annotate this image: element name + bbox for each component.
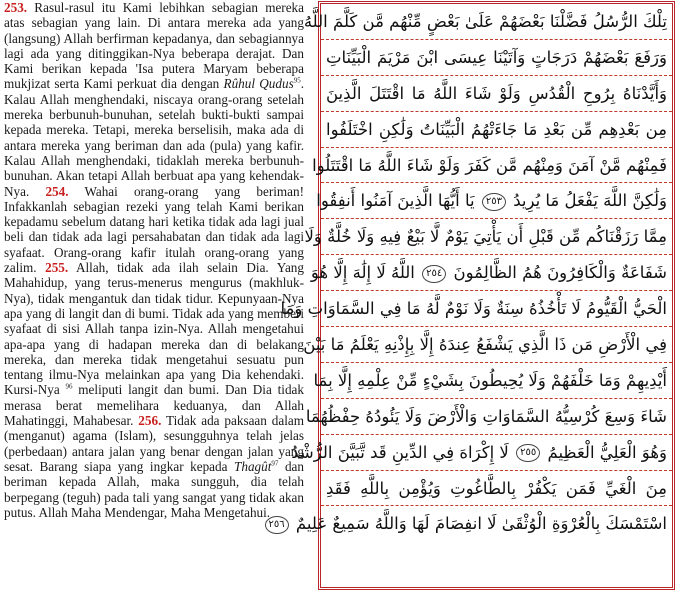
arabic-line: اسْتَمْسَكَ بِالْعُرْوَةِ الْوُثْقَىٰ لَا انفِصَامَ لَهَا وَاللَّهُ سَمِيعٌ عَلِيمٌ ٢٥٦ <box>321 506 672 542</box>
translation-text: . Kalau Allah menghendaki, niscaya orang-orang setelah mereka berbunuh-bunuhan, setelah bukti-bukti sampai kepada mereka. Tetapi, mereka berselisih, maka ada di antara mereka yang beriman dan ada (pula) yang kafir. Kalau Allah menghendaki, tidaklah mereka berbunuh-bunuhan. Akan tetapi Allah berbuat apa yang kehendak-Nya. <box>4 76 305 199</box>
translation-text: Tidak ada paksaan dalam (menganut) agama (Islam), sesungguhnya telah jelas (perbedaan) antara jalan yang benar dengan jalan yang sesat. Barang siapa yang ingkar kepada <box>4 413 304 474</box>
verse-number: 253. <box>4 0 28 15</box>
arabic-line: مِمَّا رَزَقْنَاكُم مِّن قَبْلِ أَن يَأْتِيَ يَوْمٌ لَّا بَيْعٌ فِيهِ وَلَا خُلَّةٌ وَلَا <box>321 219 672 255</box>
arabic-line: شَاءَ وَسِعَ كُرْسِيُّهُ السَّمَاوَاتِ وَالْأَرْضَ وَلَا يَئُودُهُ حِفْظُهُمَا <box>321 399 672 435</box>
arabic-line: مِنَ الْغَيِّ فَمَن يَكْفُرْ بِالطَّاغُوتِ وَيُؤْمِن بِاللَّهِ فَقَدِ <box>321 471 672 507</box>
footnote-marker: 96 <box>65 383 73 392</box>
ayah-number-marker: ٢٥٤ <box>422 265 446 283</box>
translation-text: Rasul-rasul itu Kami lebihkan sebagian mereka atas sebagian yang lain. Di antara mereka ada yang (langsung) Allah berfirman kepadanya, dan sebagiannya lagi ada yang ditinggikan-Nya beberapa derajat. Dan Kami berikan kepada 'Isa putera Maryam beberapa mukjizat serta Kami perkuat dia dengan <box>4 0 304 92</box>
italic-term: Thagût <box>234 458 272 474</box>
arabic-line: مِن بَعْدِهِم مِّن بَعْدِ مَا جَاءَتْهُمُ الْبَيِّنَاتُ وَلَٰكِنِ اخْتَلَفُوا <box>321 112 672 148</box>
arabic-line: وَلَٰكِنَّ اللَّهَ يَفْعَلُ مَا يُرِيدُ ٢٥٣ يَا أَيُّهَا الَّذِينَ آمَنُوا أَنفِقُوا <box>321 183 672 219</box>
italic-term: Rûhul Qudus <box>223 76 294 92</box>
ayah-number-marker: ٢٥٣ <box>482 193 506 211</box>
arabic-line: وَهُوَ الْعَلِيُّ الْعَظِيمُ ٢٥٥ لَا إِكْرَاهَ فِي الدِّينِ قَد تَّبَيَّنَ الرُّشْدُ <box>321 435 672 471</box>
arabic-line: أَيْدِيهِمْ وَمَا خَلْفَهُمْ وَلَا يُحِيطُونَ بِشَيْءٍ مِّنْ عِلْمِهِ إِلَّا بِمَا <box>321 363 672 399</box>
arabic-line: فِي الْأَرْضِ مَن ذَا الَّذِي يَشْفَعُ عِندَهُ إِلَّا بِإِذْنِهِ يَعْلَمُ مَا بَيْنَ <box>321 327 672 363</box>
arabic-line: وَأَيَّدْنَاهُ بِرُوحِ الْقُدُسِ وَلَوْ شَاءَ اللَّهُ مَا اقْتَتَلَ الَّذِينَ <box>321 76 672 112</box>
arabic-line: فَمِنْهُم مَّنْ آمَنَ وَمِنْهُم مَّن كَفَرَ وَلَوْ شَاءَ اللَّهُ مَا اقْتَتَلُوا <box>321 148 672 184</box>
footnote-marker: 97 <box>271 459 279 468</box>
arabic-line: تِلْكَ الرُّسُلُ فَضَّلْنَا بَعْضَهُمْ عَلَىٰ بَعْضٍ مِّنْهُم مَّن كَلَّمَ اللَّهُ <box>321 4 672 40</box>
translation-text: dan beriman kepada Allah, maka sungguh, dia telah berpegang (teguh) pada tali yang sangat yang tidak akan putus. Allah Maha Mendengar, Maha Mengetahui. <box>4 458 304 520</box>
translation-text: Allah, tidak ada ilah selain Dia. Yang Mahahidup, yang terus-menerus mengurus (makhluk-Nya), tidak mengantuk dan tidak tidur. Kepunyaan-Nya apa yang di langit dan di bumi. Tidak ada yang memberi syafaat di sisi Allah tanpa izin-Nya. Allah mengetahui apa-apa yang di hadapan mereka dan di belakang mereka, dan mereka tidak mengetahui sesuatu pun tentang ilmu-Nya melainkan apa yang Dia kehendaki. Kursi-Nya <box>4 260 304 398</box>
arabic-line: الْحَيُّ الْقَيُّومُ لَا تَأْخُذُهُ سِنَةٌ وَلَا نَوْمٌ لَّهُ مَا فِي السَّمَاوَاتِ وَمَا <box>321 291 672 327</box>
verse-number: 254. <box>45 183 69 199</box>
translation-text: meliputi langit dan bumi. Dan Dia tidak merasa berat memelihara keduanya, dan Allah Mahatinggi, Mahabesar. <box>4 382 304 429</box>
translation-column <box>4 0 304 592</box>
ayah-number-marker: ٢٥٥ <box>516 444 540 462</box>
arabic-line: وَرَفَعَ بَعْضَهُمْ دَرَجَاتٍ وَآتَيْنَا عِيسَى ابْنَ مَرْيَمَ الْبَيِّنَاتِ <box>321 40 672 76</box>
translation-text: Wahai orang-orang yang beriman! Infakkanlah sebagian rezeki yang telah Kami berikan kepadamu sebelum datang hari ketika tidak ada lagi jual beli dan tidak ada lagi persahabatan dan tidak ada lagi syafaat. Orang-orang kafir itulah orang-orang yang zalim. <box>4 183 304 276</box>
verse-number: 255. <box>45 260 69 276</box>
footnote-marker: 95 <box>293 77 301 86</box>
ayah-number-marker: ٢٥٦ <box>265 516 289 534</box>
arabic-line: شَفَاعَةٌ وَالْكَافِرُونَ هُمُ الظَّالِمُونَ ٢٥٤ اللَّهُ لَا إِلَٰهَ إِلَّا هُوَ <box>321 255 672 291</box>
verse-number: 256. <box>138 413 162 429</box>
